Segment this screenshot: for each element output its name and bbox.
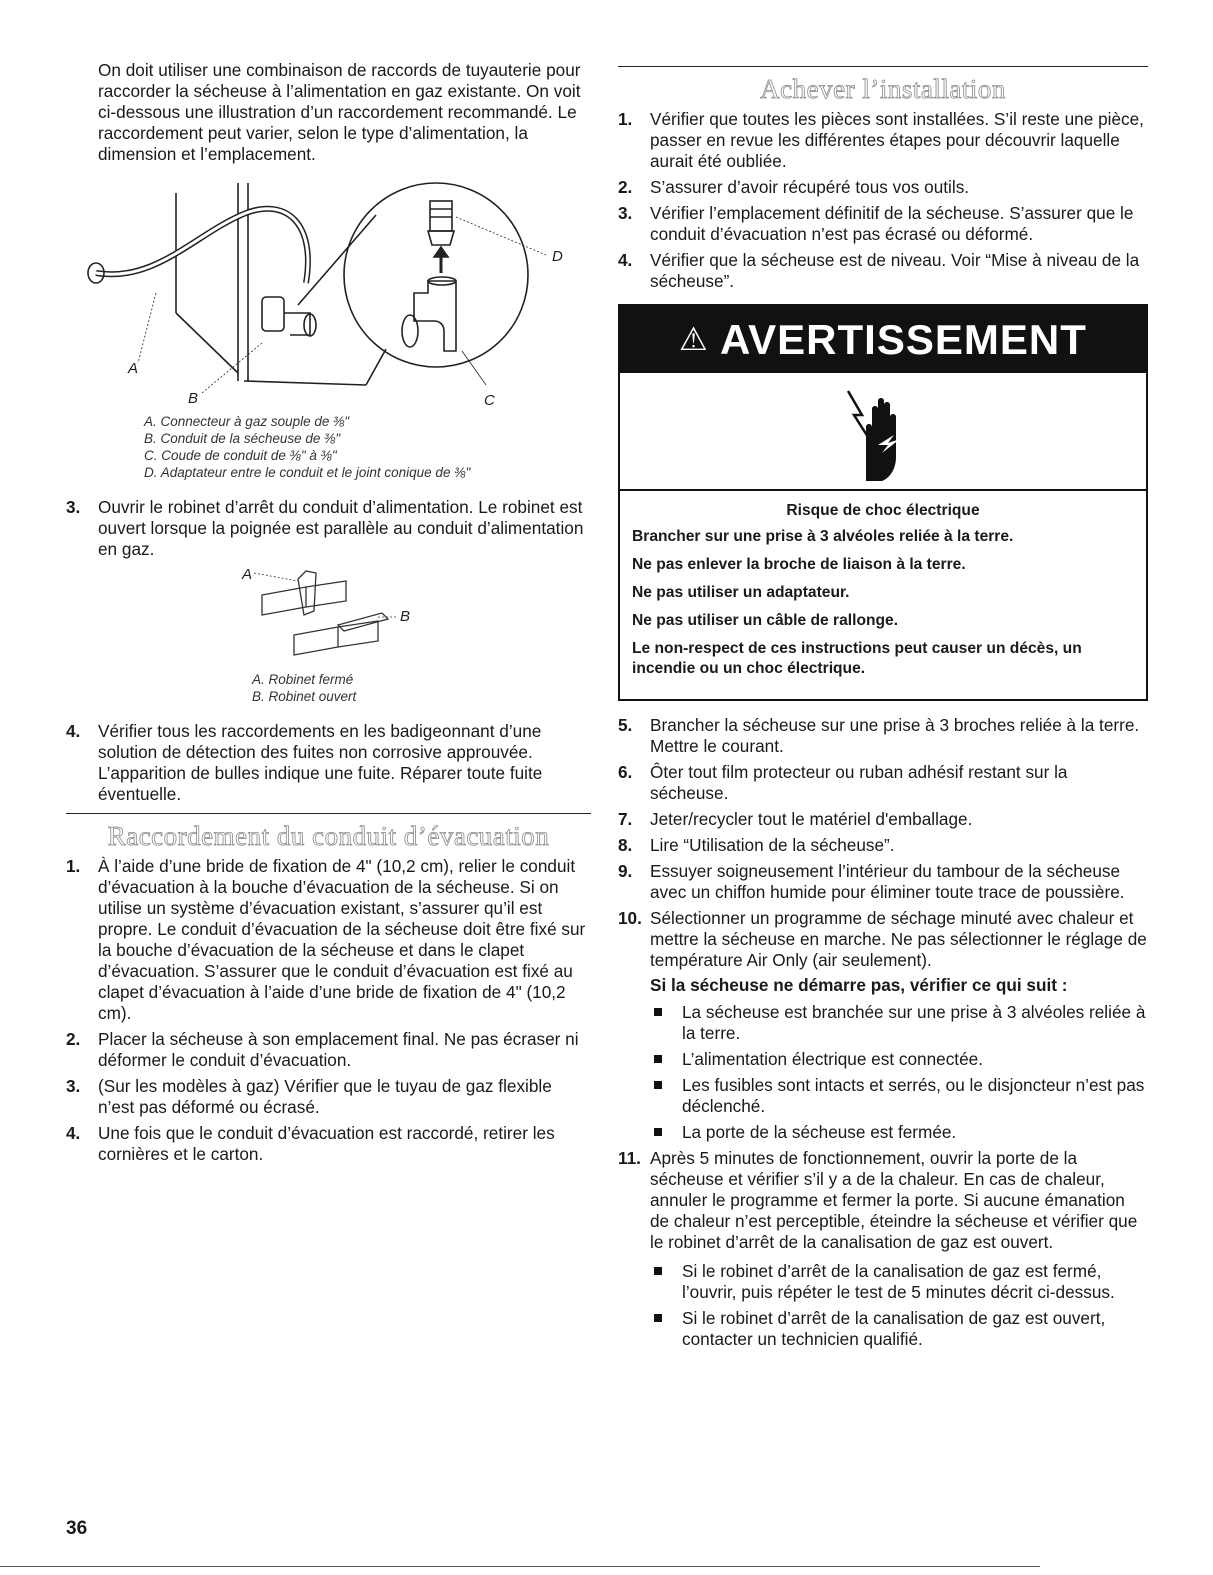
finish-step	[618, 250, 1148, 292]
step-text: Vérifier l’emplacement définitif de la sécheuse. S’assurer que le conduit d’évacuation n’est pas écrasé ou déformé.	[650, 203, 1134, 244]
fig1-label-b: B	[188, 390, 199, 407]
vent-section-title: Raccordement du conduit d’évacuation	[107, 821, 550, 851]
vent-step	[66, 1029, 591, 1071]
step-text: Sélectionner un programme de séchage minuté avec chaleur et mettre la sécheuse en marche. Ne pas sélectionner le réglage de température Air Only (air seulement).	[650, 908, 1147, 970]
finish-step	[618, 109, 1148, 172]
fig2-label-a: A	[242, 566, 253, 583]
step-number: 6.	[618, 762, 633, 782]
gas-figure-captions	[144, 413, 591, 481]
step-text: Lire “Utilisation de la sécheuse”.	[650, 835, 895, 855]
finish-step	[618, 177, 1148, 198]
bullet-item: Les fusibles sont intacts et serrés, ou le disjoncteur n’est pas déclenché.	[650, 1075, 1148, 1117]
step-number: 2.	[66, 1029, 81, 1049]
finish-section-title: Achever l’installation	[760, 74, 1006, 104]
warning-risk: Risque de choc électrique	[786, 502, 980, 519]
footer-rule	[0, 1566, 1040, 1567]
gas-step-list-a	[66, 497, 591, 560]
step-number: 5.	[618, 715, 633, 735]
step-text: S’assurer d’avoir récupéré tous vos outils.	[650, 177, 970, 197]
step-number: 3.	[618, 203, 633, 223]
heat-check-bullet-list	[650, 1261, 1148, 1350]
bullet-item: La sécheuse est branchée sur une prise à 3 alvéoles reliée à la terre.	[650, 1002, 1148, 1044]
section-divider	[618, 66, 1148, 67]
caption-b: B. Conduit de la sécheuse de ⅜"	[144, 431, 341, 446]
finish-step	[618, 835, 1148, 856]
warning-line: Ne pas utiliser un adaptateur.	[632, 584, 850, 601]
warning-header	[620, 306, 1146, 373]
step-number: 4.	[66, 721, 81, 741]
step-number: 1.	[66, 856, 81, 876]
step-number: 10.	[618, 908, 642, 928]
warning-box	[618, 304, 1148, 701]
step-number: 3.	[66, 1076, 81, 1096]
gas-step-3	[66, 497, 591, 560]
check-list-title: Si la sécheuse ne démarre pas, vérifier ce qui suit :	[650, 975, 1068, 995]
finish-step-list-a	[618, 109, 1148, 292]
finish-step-10	[618, 908, 1148, 1143]
warning-lines	[632, 527, 1134, 679]
fig2-label-b: B	[400, 608, 411, 625]
finish-step	[618, 809, 1148, 830]
valve-caption-a: A. Robinet fermé	[252, 672, 354, 687]
caption-c: C. Coude de conduit de ⅜" à ⅜"	[144, 448, 337, 463]
step-text: Une fois que le conduit d’évacuation est raccordé, retirer les cornières et le carton.	[98, 1123, 555, 1164]
right-column	[618, 66, 1148, 1355]
step-number: 8.	[618, 835, 633, 855]
page-number: 36	[66, 1518, 88, 1539]
bullet-item: Si le robinet d’arrêt de la canalisation de gaz est ouvert, contacter un technicien qualifié.	[650, 1308, 1148, 1350]
gas-connection-intro: On doit utiliser une combinaison de raccords de tuyauterie pour raccorder la sécheuse à l’alimentation en gaz existante. On voit ci-dessous une illustration d’un raccordement recommandé. Le raccordement peut varier, selon le type d’alimentation, la dimension et l’emplacement.	[98, 60, 581, 164]
section-divider	[66, 813, 591, 814]
finish-step-list-c	[618, 908, 1148, 1350]
gas-step-4	[66, 721, 591, 805]
electric-shock-hand-icon	[844, 381, 924, 481]
step-text: Ôter tout film protecteur ou ruban adhésif restant sur la sécheuse.	[650, 762, 1068, 803]
step-text: Vérifier que toutes les pièces sont installées. S’il reste une pièce, passer en revue les différentes étapes pour découvrir laquelle aurait été oubliée.	[650, 109, 1144, 171]
step-text: Après 5 minutes de fonctionnement, ouvrir la porte de la sécheuse et vérifier s’il y a de la chaleur. En cas de chaleur, annuler le programme et fermer la porte. Si aucune émanation de chaleur n’est perceptible, éteindre la sécheuse et vérifier que le robinet d’arrêt de la canalisation de gaz est ouvert.	[650, 1148, 1138, 1252]
vent-step-list	[66, 856, 591, 1165]
step-text: Vérifier tous les raccordements en les badigeonnant d’une solution de détection des fuites non corrosive approuvée. L’apparition de bulles indique une fuite. Réparer toute fuite éventuelle.	[98, 721, 543, 804]
fig1-label-a: A	[128, 360, 139, 377]
warning-line: Brancher sur une prise à 3 alvéoles reliée à la terre.	[632, 528, 1014, 545]
vent-step	[66, 1076, 591, 1118]
step-number: 11.	[618, 1148, 641, 1168]
step-number: 7.	[618, 809, 633, 829]
caption-d: D. Adaptateur entre le conduit et le joint conique de ⅜"	[144, 465, 471, 480]
step-number: 3.	[66, 497, 81, 517]
step-text: Ouvrir le robinet d’arrêt du conduit d’alimentation. Le robinet est ouvert lorsque la poignée est parallèle au conduit d’alimentation en gaz.	[98, 497, 584, 559]
step-text: Essuyer soigneusement l’intérieur du tambour de la sécheuse avec un chiffon humide pour éliminer toute trace de poussière.	[650, 861, 1125, 902]
step-text: Brancher la sécheuse sur une prise à 3 broches reliée à la terre. Mettre le courant.	[650, 715, 1140, 756]
step-number: 2.	[618, 177, 633, 197]
bullet-item: L’alimentation électrique est connectée.	[650, 1049, 1148, 1070]
finish-step-11	[618, 1148, 1148, 1350]
vent-step	[66, 1123, 591, 1165]
gas-connection-figure	[66, 173, 591, 409]
finish-step-list-b	[618, 715, 1148, 903]
warning-triangle-icon: ⚠	[679, 321, 709, 357]
step-number: 4.	[66, 1123, 81, 1143]
valve-caption-b: B. Robinet ouvert	[252, 689, 357, 704]
step-text: Placer la sécheuse à son emplacement final. Ne pas écraser ni déformer le conduit d’évacuation.	[98, 1029, 579, 1070]
step-text: Jeter/recycler tout le matériel d'emballage.	[650, 809, 973, 829]
finish-step	[618, 715, 1148, 757]
finish-step	[618, 762, 1148, 804]
warning-line: Le non-respect de ces instructions peut causer un décès, un incendie ou un choc électrique.	[632, 640, 1082, 677]
bullet-item: Si le robinet d’arrêt de la canalisation de gaz est fermé, l’ouvrir, puis répéter le test de 5 minutes décrit ci-dessus.	[650, 1261, 1148, 1303]
fig1-label-d: D	[552, 248, 563, 265]
finish-step	[618, 203, 1148, 245]
warning-title: AVERTISSEMENT	[719, 316, 1087, 363]
gas-connection-illustration	[66, 173, 591, 409]
step-text: (Sur les modèles à gaz) Vérifier que le tuyau de gaz flexible n’est pas déformé ou écrasé.	[98, 1076, 552, 1117]
step-number: 1.	[618, 109, 633, 129]
bullet-item: La porte de la sécheuse est fermée.	[650, 1122, 1148, 1143]
step-text: À l’aide d’une bride de fixation de 4" (10,2 cm), relier le conduit d’évacuation à la bouche d’évacuation de la sécheuse. Si on utilise un système d’évacuation existant, s’assurer qu’il est propre. Le conduit d’évacuation de la sécheuse doit être fixé sur la bouche d’évacuation de la sécheuse et dans le clapet d’évacuation. S’assurer que le conduit d’évacuation est fixé au clapet d’évacuation à l’aide d’une bride de fixation de 4" (10,2 cm).	[98, 856, 586, 1023]
finish-step	[618, 861, 1148, 903]
warning-line: Ne pas enlever la broche de liaison à la terre.	[632, 556, 966, 573]
gas-step-list-b	[66, 721, 591, 805]
step-number: 9.	[618, 861, 633, 881]
valve-figure-captions	[252, 671, 591, 705]
left-column	[66, 60, 591, 1170]
valve-illustration	[66, 565, 591, 665]
step-number: 4.	[618, 250, 633, 270]
shock-hazard-area	[620, 373, 1146, 491]
valve-figure	[66, 565, 591, 665]
vent-step	[66, 856, 591, 1024]
fig1-label-c: C	[484, 392, 495, 409]
warning-body	[620, 491, 1146, 699]
warning-line: Ne pas utiliser un câble de rallonge.	[632, 612, 899, 629]
step-text: Vérifier que la sécheuse est de niveau. Voir “Mise à niveau de la sécheuse”.	[650, 250, 1140, 291]
caption-a: A. Connecteur à gaz souple de ⅜"	[144, 414, 350, 429]
check-bullet-list	[650, 1002, 1148, 1143]
